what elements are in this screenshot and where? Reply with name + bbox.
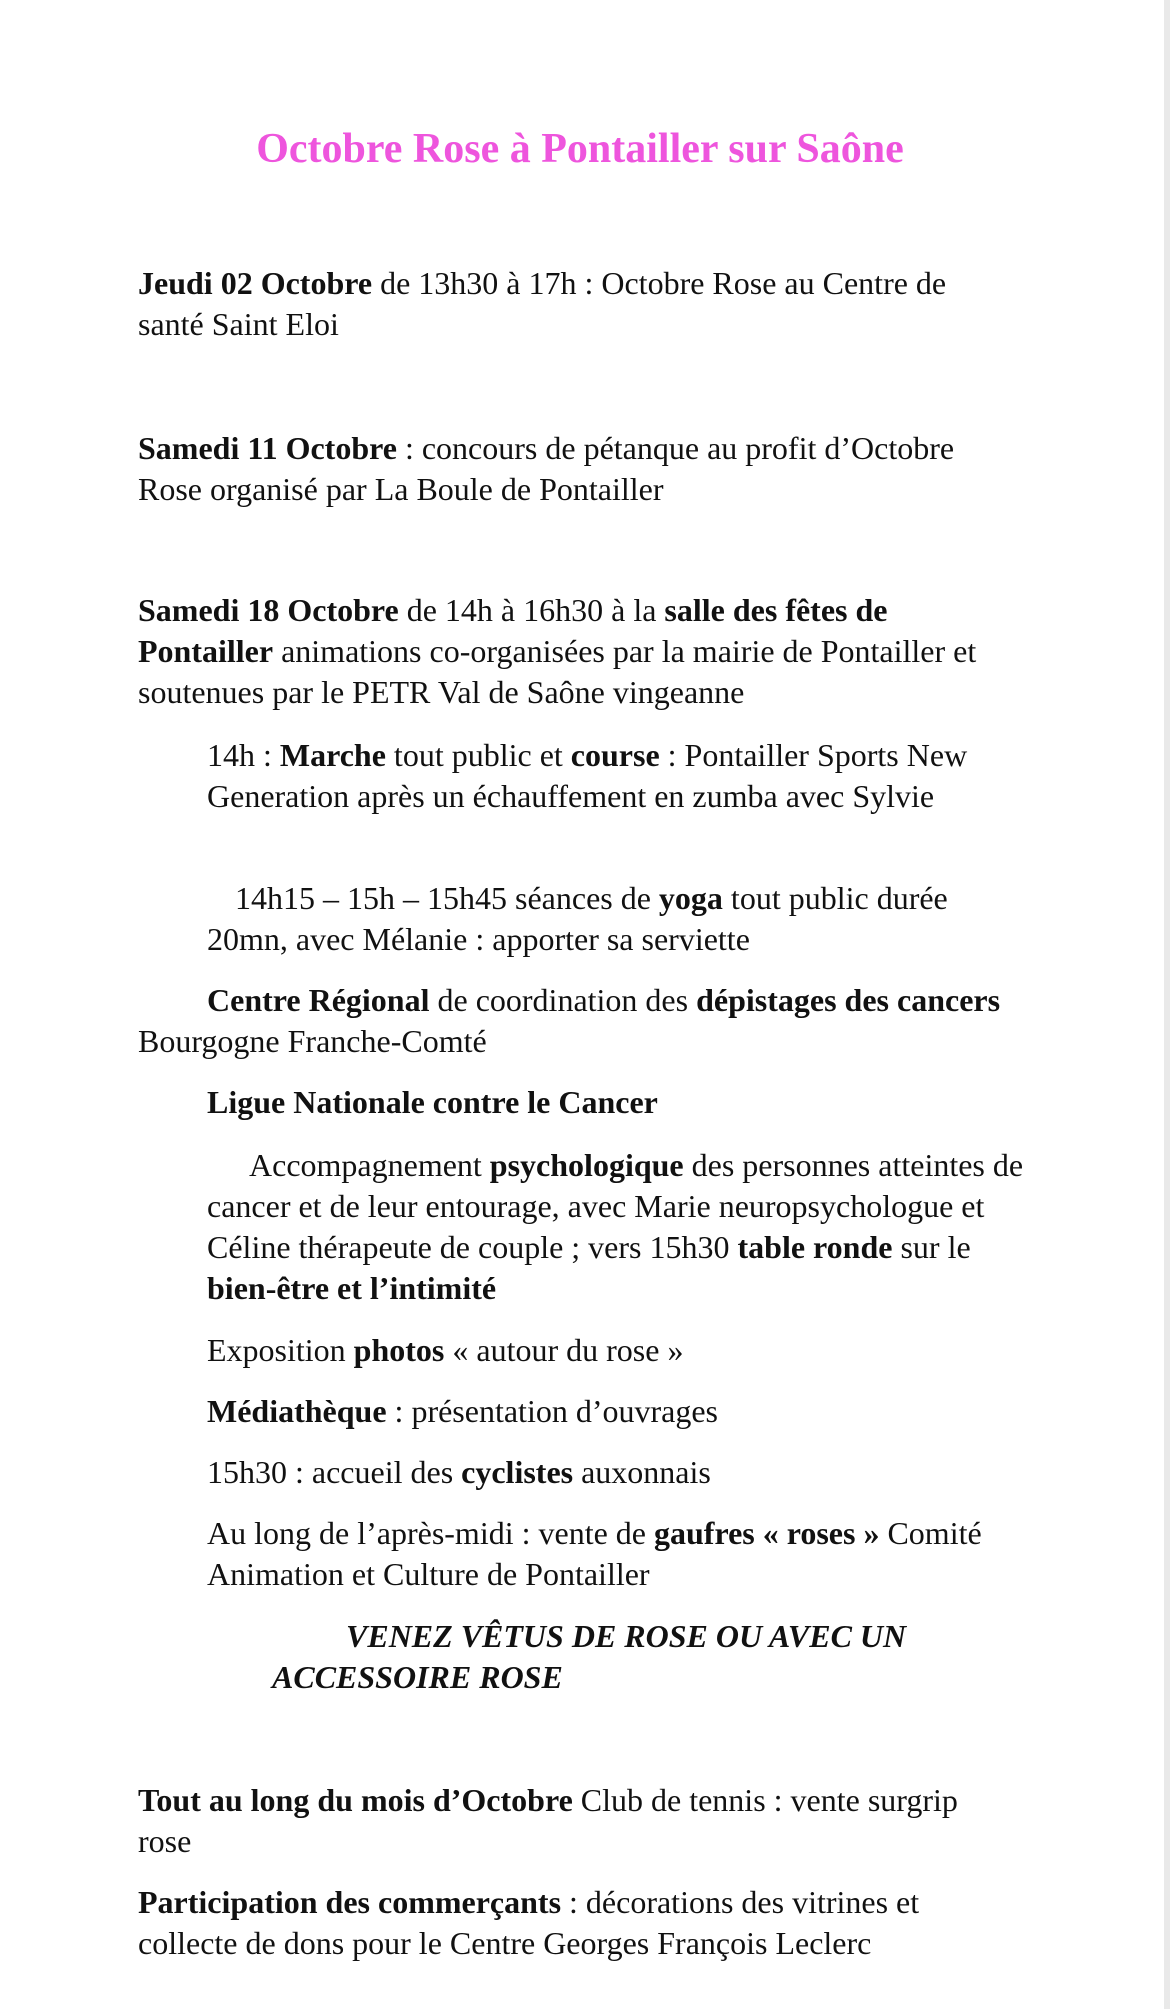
activity-highlight: cyclistes <box>461 1454 574 1490</box>
event-text: Club de tennis : vente surgrip rose <box>138 1782 958 1859</box>
activity-highlight: Médiathèque <box>207 1393 387 1429</box>
activity-text: : Pontailler Sports New Generation après un échauffement en zumba avec Sylvie <box>207 737 968 814</box>
event-paragraph-jeudi-02 <box>138 263 1018 345</box>
activity-highlight: Centre Régional <box>207 982 430 1018</box>
activity-highlight: bien-être et l’intimité <box>207 1270 497 1306</box>
activity-text: : présentation d’ouvrages <box>386 1393 718 1429</box>
activity-depistage <box>138 980 1018 1062</box>
activity-text: Comité Animation et Culture de Pontailler <box>207 1515 982 1592</box>
event-paragraph-samedi-11 <box>138 428 1018 510</box>
activity-highlight: photos <box>353 1332 445 1368</box>
activity-highlight: course <box>570 737 660 773</box>
activity-text: auxonnais <box>573 1454 711 1490</box>
activity-text: des personnes atteintes de cancer et de leur entourage, avec Marie neuropsychologue et Céline thérapeute de couple ; vers 15h30 <box>207 1147 1024 1265</box>
event-paragraph-samedi-18 <box>138 590 1018 713</box>
activity-highlight: Ligue Nationale contre le Cancer <box>207 1084 658 1120</box>
event-text: de 14h à 16h30 à la <box>398 592 665 628</box>
event-text: : concours de pétanque au profit d’Octobre Rose organisé par La Boule de Pontailler <box>138 430 955 507</box>
event-day: Jeudi 02 Octobre <box>138 265 373 301</box>
page-edge <box>1164 0 1170 2009</box>
activity-highlight: dépistages des cancers <box>696 982 1001 1018</box>
event-text: de 13h30 à 17h : Octobre Rose au Centre de santé Saint Eloi <box>138 265 947 342</box>
activity-highlight: psychologique <box>489 1147 684 1183</box>
activity-text: 14h15 – 15h – 15h45 séances de <box>235 880 659 916</box>
activity-gaufres <box>207 1513 1027 1595</box>
activity-highlight: Marche <box>279 737 386 773</box>
activity-text: de coordination des <box>429 982 697 1018</box>
document-title: Octobre Rose à Pontailler sur Saône <box>256 126 904 172</box>
event-text: animations co-organisées par la mairie de Pontailler et soutenues par le PETR Val de Saône vingeanne <box>138 633 977 710</box>
activity-psychologique <box>207 1145 1027 1309</box>
activity-mediatheque <box>207 1391 1027 1432</box>
activity-yoga <box>207 878 1027 960</box>
activity-text: Accompagnement <box>249 1147 490 1183</box>
activity-marche-course <box>207 735 1027 817</box>
event-day: Tout au long du mois d’Octobre <box>138 1782 573 1818</box>
activity-text: Au long de l’après-midi : vente de <box>207 1515 654 1551</box>
activity-text: 15h30 : accueil des <box>207 1454 462 1490</box>
activity-text: 14h : <box>207 737 280 773</box>
activity-cyclistes <box>207 1452 1027 1493</box>
activity-text: sur le <box>892 1229 971 1265</box>
activity-highlight: yoga <box>658 880 723 916</box>
activity-text: Bourgogne Franche-Comté <box>138 1023 487 1059</box>
event-day: Samedi 11 Octobre <box>138 430 397 466</box>
event-text: : décorations des vitrines et collecte de dons pour le Centre Georges François Leclerc <box>138 1884 920 1961</box>
event-place: salle des fêtes de Pontailler <box>138 592 888 669</box>
activity-text: tout public et <box>385 737 571 773</box>
event-paragraph-tennis <box>138 1780 1018 1862</box>
event-paragraph-commercants <box>138 1882 1018 1964</box>
activity-ligue <box>207 1082 1027 1123</box>
event-day: Samedi 18 Octobre <box>138 592 399 628</box>
activity-text: Exposition <box>207 1332 354 1368</box>
dress-code-callout: VENEZ VÊTUS DE ROSE OU AVEC UN ACCESSOIRE ROSE <box>272 1618 907 1695</box>
activity-highlight: gaufres « roses » <box>653 1515 880 1551</box>
event-day: Participation des commerçants <box>138 1884 562 1920</box>
activity-highlight: table ronde <box>737 1229 893 1265</box>
activity-exposition <box>207 1330 1027 1371</box>
activity-text: « autour du rose » <box>444 1332 684 1368</box>
activity-text: tout public durée 20mn, avec Mélanie : apporter sa serviette <box>207 880 948 957</box>
